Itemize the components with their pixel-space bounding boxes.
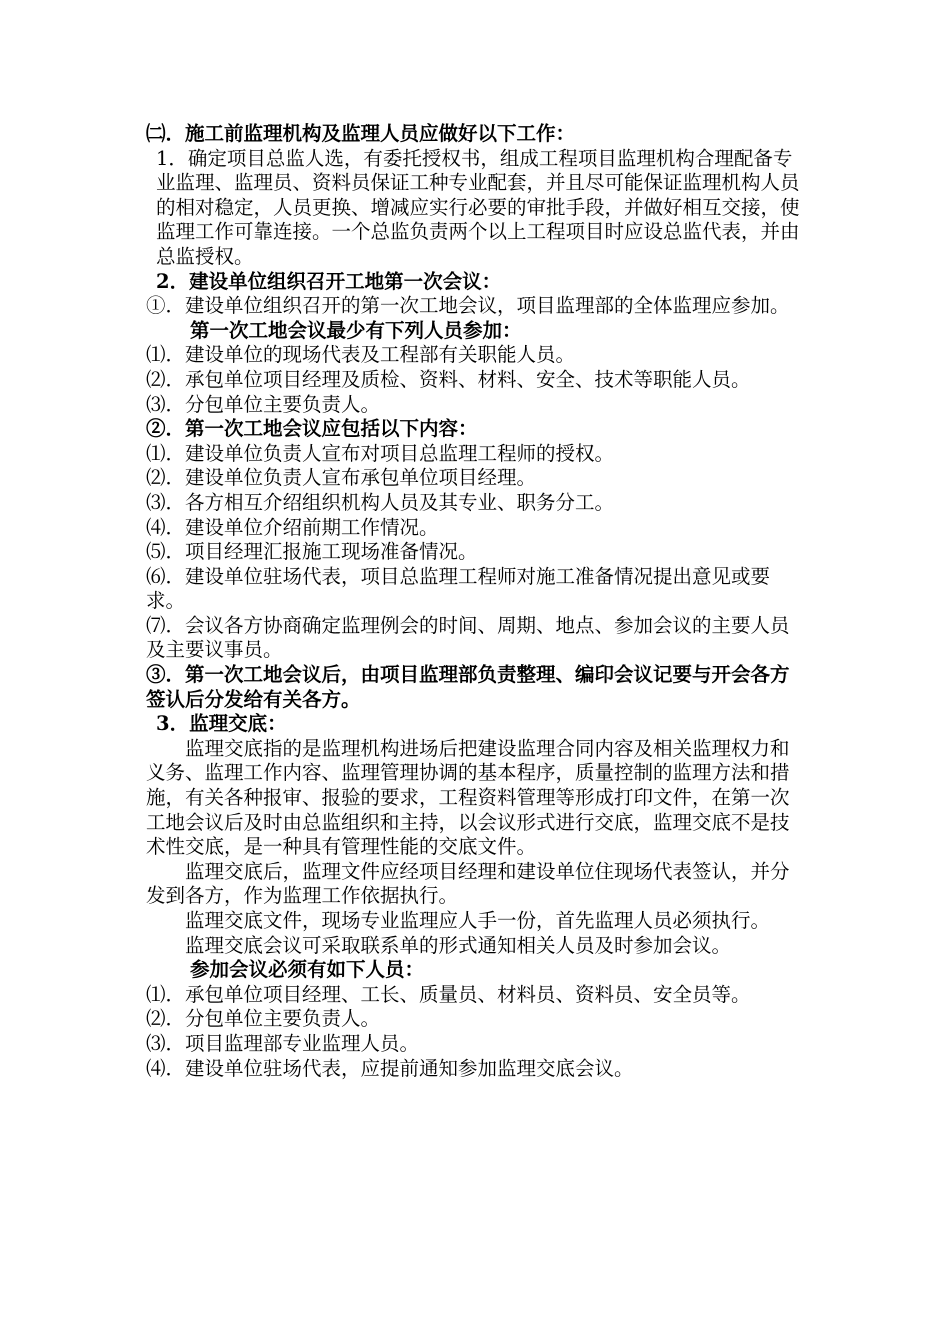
paragraph-indented: 监理交底指的是监理机构进场后把建设监理合同内容及相关监理权力和义务、监理工作内容、监理管理协调的基本程序，质量控制的监理方法和措施，有关各种报审、报验的要求，工程资料管理等形成打印文件，在第一次工地会议后及时由总监组织和主持，以会议形式进行交底，监理交底不是技术性交底，是一种具有管理性能的交底文件。 bbox=[146, 736, 790, 859]
list-item: ⑺．会议各方协商确定监理例会的时间、周期、地点、参加会议的主要人员及主要议事员。 bbox=[146, 613, 790, 662]
list-item: ⑵．建设单位负责人宣布承包单位项目经理。 bbox=[146, 466, 537, 490]
list-item: ⑹．建设单位驻场代表，项目总监理工程师对施工准备情况提出意见或要求。 bbox=[146, 564, 771, 613]
subheading-circled-2: ②．第一次工地会议应包括以下内容： bbox=[146, 417, 478, 441]
paragraph-indented: 监理交底文件，现场专业监理应人手一份，首先监理人员必须执行。 bbox=[185, 909, 771, 932]
list-item: ⑸．项目经理汇报施工现场准备情况。 bbox=[146, 540, 478, 564]
paragraph-indented: 监理交底后，监理文件应经项目经理和建设单位住现场代表签认，并分发到各方，作为监理工作依据执行。 bbox=[146, 859, 790, 908]
subheading-required-attendees: 参加会议必须有如下人员： bbox=[190, 958, 425, 982]
paragraph-circled-1: ①．建设单位组织召开的第一次工地会议，项目监理部的全体监理应参加。 bbox=[146, 294, 790, 318]
subheading-attendees: 第一次工地会议最少有下列人员参加： bbox=[190, 318, 522, 342]
list-item: ⑴．建设单位的现场代表及工程部有关职能人员。 bbox=[146, 343, 576, 367]
subheading-item-2: 2．建设单位组织召开工地第一次会议： bbox=[156, 269, 502, 293]
list-item: ⑵．分包单位主要负责人。 bbox=[146, 1007, 381, 1031]
list-item: ⑷．建设单位介绍前期工作情况。 bbox=[146, 515, 439, 539]
section-heading: ㈡．施工前监理机构及监理人员应做好以下工作： bbox=[146, 122, 576, 145]
subheading-item-3: 3．监理交底： bbox=[156, 712, 287, 736]
subheading-circled-3: ③．第一次工地会议后，由项目监理部负责整理、编印会议记要与开会各方签认后分发给有关各方。 bbox=[146, 663, 790, 711]
list-item: ⑶．项目监理部专业监理人员。 bbox=[146, 1031, 420, 1055]
list-item: ⑶．分包单位主要负责人。 bbox=[146, 392, 381, 416]
list-item: ⑴．建设单位负责人宣布对项目总监理工程师的授权。 bbox=[146, 441, 615, 465]
paragraph-item-1: 1．确定项目总监人选，有委托授权书，组成工程项目监理机构合理配备专业监理、监理员、资料员保证工种专业配套，并且尽可能保证监理机构人员的相对稳定，人员更换、增减应实行必要的审批手段，并做好相互交接，使监理工作可靠连接。一个总监负责两个以上工程项目时应设总监代表，并由总监授权。 bbox=[156, 146, 800, 268]
list-item: ⑵．承包单位项目经理及质检、资料、材料、安全、技术等职能人员。 bbox=[146, 367, 751, 391]
document-page bbox=[146, 122, 808, 1081]
list-item: ⑴．承包单位项目经理、工长、质量员、材料员、资料员、安全员等。 bbox=[146, 982, 751, 1006]
list-item: ⑷．建设单位驻场代表，应提前通知参加监理交底会议。 bbox=[146, 1056, 634, 1080]
list-item: ⑶．各方相互介绍组织机构人员及其专业、职务分工。 bbox=[146, 490, 615, 514]
paragraph-indented: 监理交底会议可采取联系单的形式通知相关人员及时参加会议。 bbox=[185, 933, 732, 957]
